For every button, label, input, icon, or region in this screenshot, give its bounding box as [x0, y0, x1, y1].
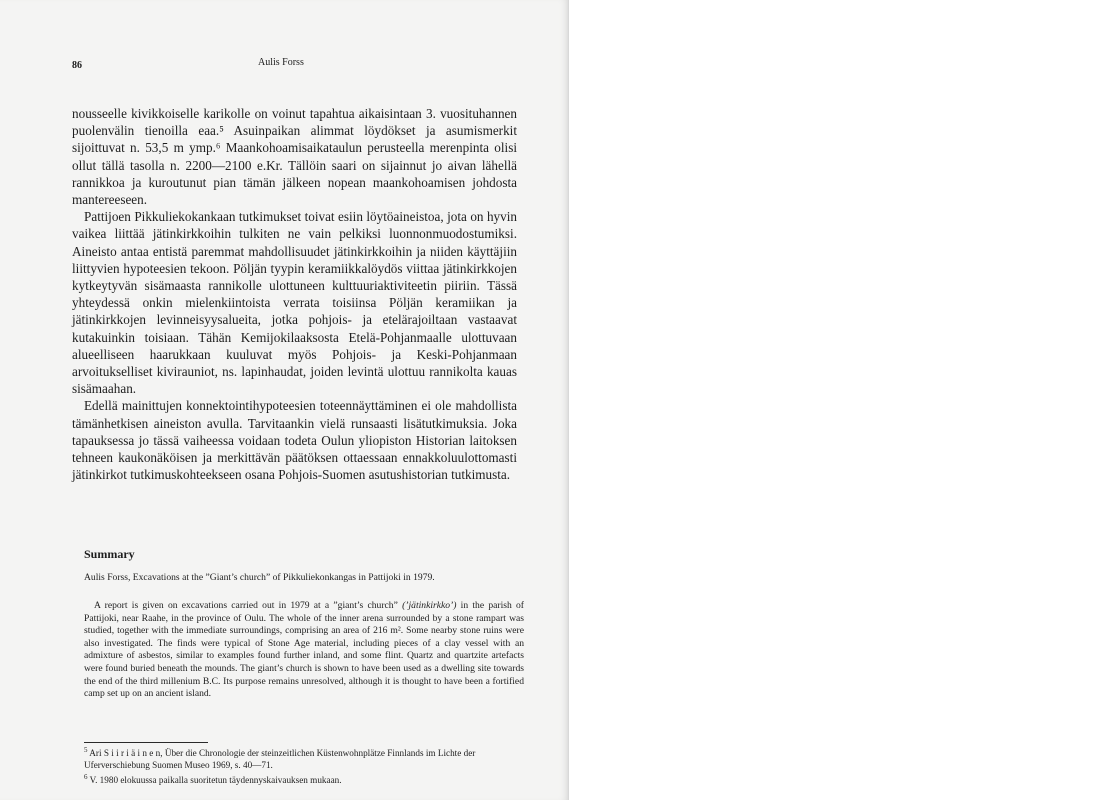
footnote-mark: 6	[84, 773, 88, 782]
footnote-divider	[84, 742, 208, 743]
summary-text-part: A report is given on excavations carried out in 1979 at a ”giant’s church”	[94, 600, 403, 611]
body-paragraph: nousseelle kivikkoiselle karikolle on voinut tapahtua aikaisintaan 3. vuosituhannen puolenvälin tienoilla eaa.⁵ Asuinpaikan alimmat löydökset ja asumismerkit sijoittuvat n. 53,5 m ymp.⁶ Maankohoamisaikataulun perusteella merenpinta olisi ollut tällä tasolla n. 2200—2100 e.Kr. Tällöin saari on sijainnut jo aivan lähellä rannikkoa ja kuroutunut pian tämän jälkeen nopean maankohoamisen johdosta mantereeseen.	[72, 106, 517, 208]
body-paragraph: Pattijoen Pikkuliekokankaan tutkimukset toivat esiin löytöaineistoa, jota on hyvin vaikea liittää jätinkirkkoihin tulkiten ne vain pelkiksi luonnonmuodostumiksi. Aineisto antaa entistä paremmat mahdollisuudet jätinkirkkoihin ja niiden käyttäjiin liittyvien hypoteesien tekoon. Pöljän tyypin keramiikkalöydös viittaa jätinkirkkojen kytkeytyvän sisämaasta rannikolle ulottuneen kulttuuriaktiviteetin piiriin. Tässä yhteydessä onkin mielenkiintoista verrata toisiinsa Pöljän keramiikan ja jätinkirkkojen levinneisyysalueita, jotka pohjois- ja etelärajoiltaan vastaavat kutakuinkin toisiaan. Tähän Kemijokilaaksosta Etelä-Pohjanmaalle ulottuvaan alueelliseen haarukkaan kuuluvat myös Pohjois- ja Keski-Pohjanmaan arvoitukselliset kivirauniot, ns. lapinhaudat, joiden levintä ulottuu rannikolta kauas sisämaahan.	[72, 209, 517, 397]
summary-subheading: Aulis Forss, Excavations at the ”Giant’s church” of Pikkuliekonkangas in Pattijoki in 1979.	[84, 572, 435, 583]
footnote	[84, 771, 524, 786]
body-paragraph: Edellä mainittujen konnektointihypoteesien toteennäyttäminen ei ole mahdollista tämänhetkisen aineiston avulla. Tarvitaankin vielä runsaasti lisätutkimuksia. Joka tapauksessa jo tässä vaiheessa voidaan todeta Oulun yliopiston Historian laitoksen tehneen kaukonäköisen ja merkittävän päätöksen ottaessaan ennakkoluulottomasti jätinkirkot tutkimuskohteekseen osana Pohjois-Suomen asutushistorian tutkimusta.	[72, 398, 517, 483]
summary-heading: Summary	[84, 547, 135, 561]
footnote-mark: 5	[84, 746, 88, 754]
footnotes	[84, 744, 524, 786]
body-text	[72, 105, 517, 483]
footnote-text: V. 1980 elokuussa paikalla suoritetun täydennyskaivauksen mukaan.	[89, 775, 342, 786]
page-number: 86	[72, 60, 82, 71]
summary-italic-term: (’jätinkirkko’)	[402, 600, 457, 611]
summary-text	[84, 600, 524, 701]
summary-text-part: in the parish of Pattijoki, near Raahe, in the province of Oulu. The whole of the inner arena surrounded by a stone rampart was studied, together with the immediate surroundings, comprising an area of 216 m². Some nearby stone ruins were also investigated. The finds were typical of Stone Age material, including pieces of a clay vessel with an admixture of asbestos, similar to examples found further inland, and some flint. Quartz and quartzite artefacts were found buried beneath the mounds. The giant’s church is shown to have been used as a dwelling site towards the end of the third millenium B.C. Its purpose remains unresolved, although it is thought to have been a fortified camp set up on an ancient island.	[84, 600, 524, 700]
right-page-blank	[569, 0, 1100, 800]
footnote-text: Ari S i i r i ä i n e n, Über die Chronologie der steinzeitlichen Küstenwohnplätze Finnlands im Lichte der Uferverschiebung Suomen Museo 1969, s. 40—71.	[84, 748, 476, 771]
running-head: Aulis Forss	[258, 57, 304, 68]
footnote	[84, 744, 524, 771]
